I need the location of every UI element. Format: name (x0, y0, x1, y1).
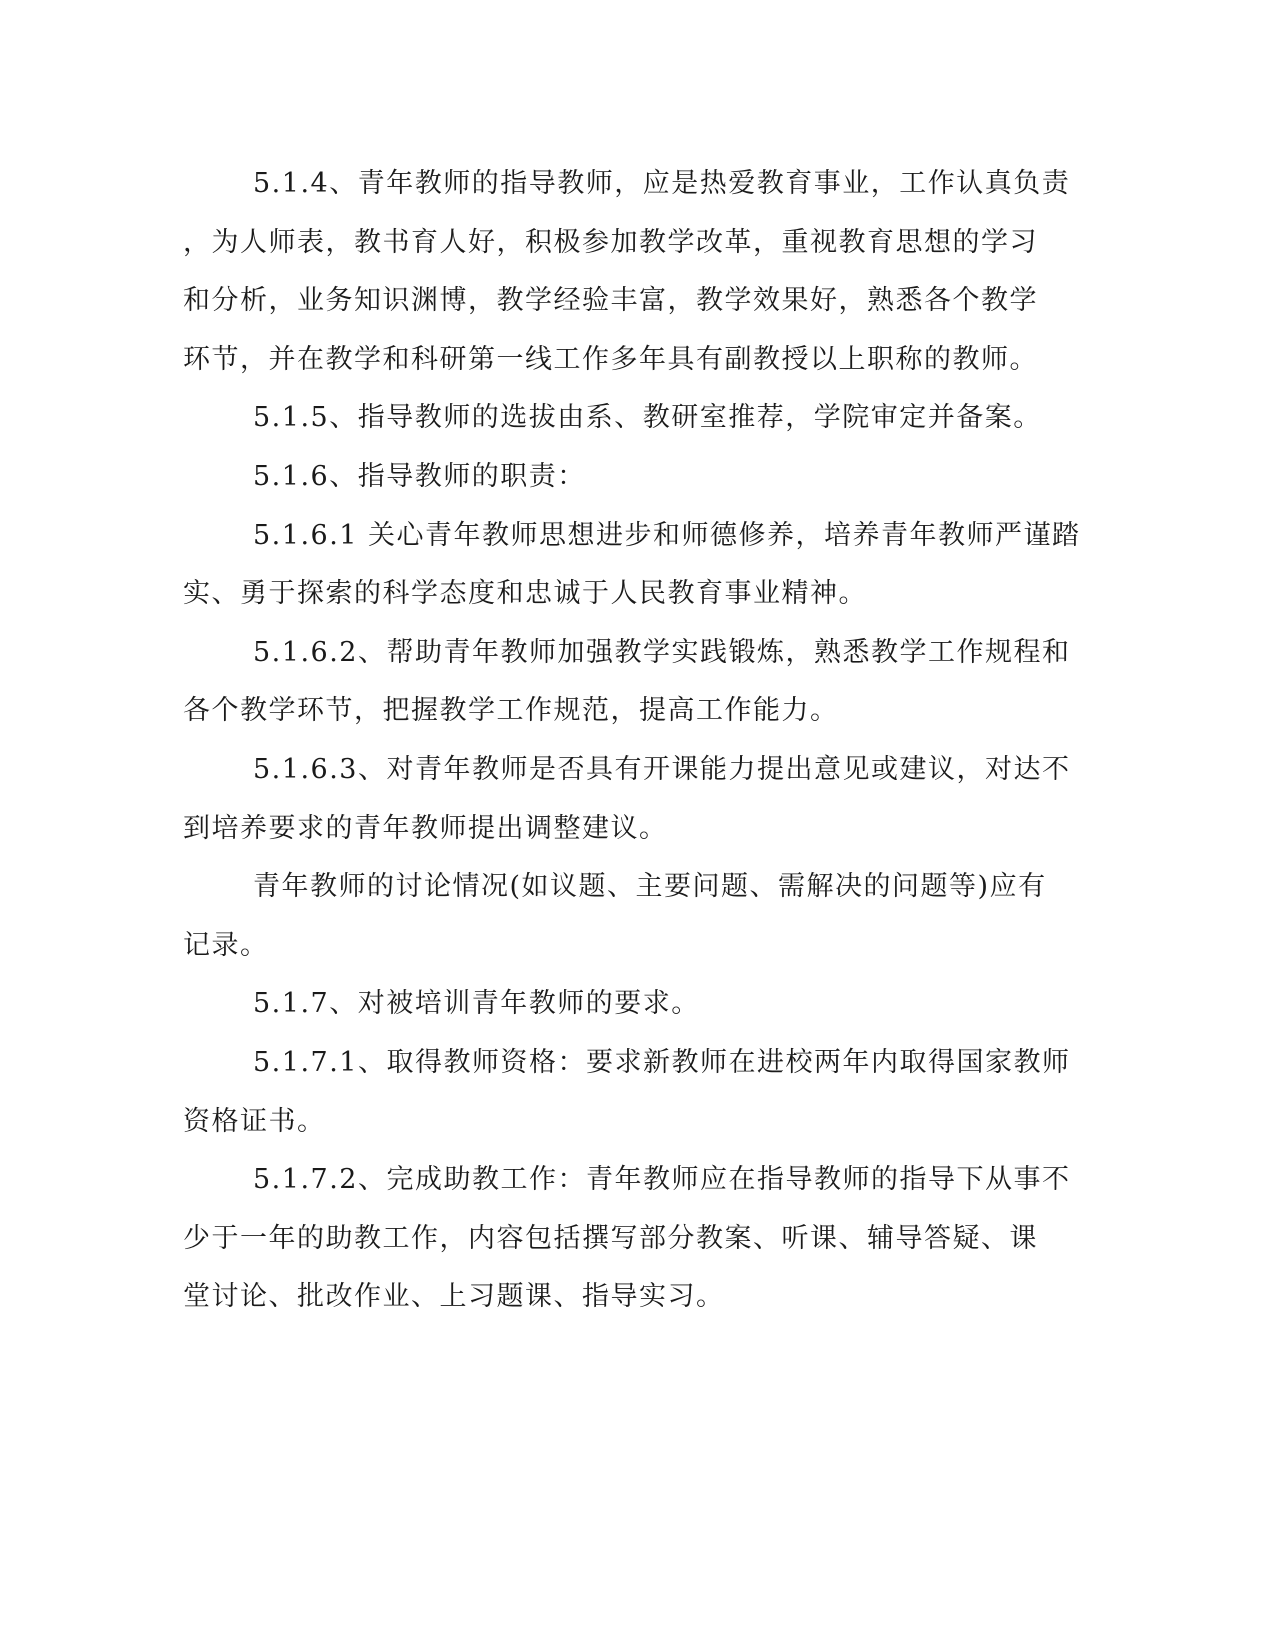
text-line: 到培养要求的青年教师提出调整建议。 (183, 812, 668, 844)
text-line: 5.1.7、对被培训青年教师的要求。 (253, 988, 700, 1020)
text-line: 和分析，业务知识渊博，教学经验丰富，教学效果好，熟悉各个教学 (183, 285, 1038, 317)
text-line: 记录。 (183, 929, 269, 961)
text-line: 环节，并在教学和科研第一线工作多年具有副教授以上职称的教师。 (183, 343, 1038, 375)
text-line: 5.1.7.2、完成助教工作：青年教师应在指导教师的指导下从事不 (253, 1164, 1071, 1196)
text-line: 5.1.7.1、取得教师资格：要求新教师在进校两年内取得国家教师 (253, 1046, 1071, 1078)
text-line: 5.1.6、指导教师的职责： (253, 460, 586, 492)
text-line: 5.1.5、指导教师的选拔由系、教研室推荐，学院审定并备案。 (253, 402, 1042, 434)
document-body (183, 155, 1081, 1327)
text-line: 5.1.6.2、帮助青年教师加强教学实践锻炼，熟悉教学工作规程和 (253, 636, 1071, 668)
text-line: 各个教学环节，把握教学工作规范，提高工作能力。 (183, 695, 839, 727)
text-line: 堂讨论、批改作业、上习题课、指导实习。 (183, 1281, 725, 1313)
text-line: 青年教师的讨论情况(如议题、主要问题、需解决的问题等)应有 (253, 871, 1047, 903)
text-line: 5.1.6.1 关心青年教师思想进步和师德修养，培养青年教师严谨踏 (253, 519, 1081, 551)
text-line: ，为人师表，教书育人好，积极参加教学改革，重视教育思想的学习 (183, 226, 1038, 258)
text-line: 5.1.6.3、对青年教师是否具有开课能力提出意见或建议，对达不 (253, 753, 1071, 785)
text-line: 少于一年的助教工作，内容包括撰写部分教案、听课、辅导答疑、课 (183, 1222, 1038, 1254)
text-line: 资格证书。 (183, 1105, 326, 1137)
text-line: 5.1.4、青年教师的指导教师，应是热爱教育事业，工作认真负责 (253, 168, 1071, 199)
text-line: 实、勇于探索的科学态度和忠诚于人民教育事业精神。 (183, 578, 867, 610)
